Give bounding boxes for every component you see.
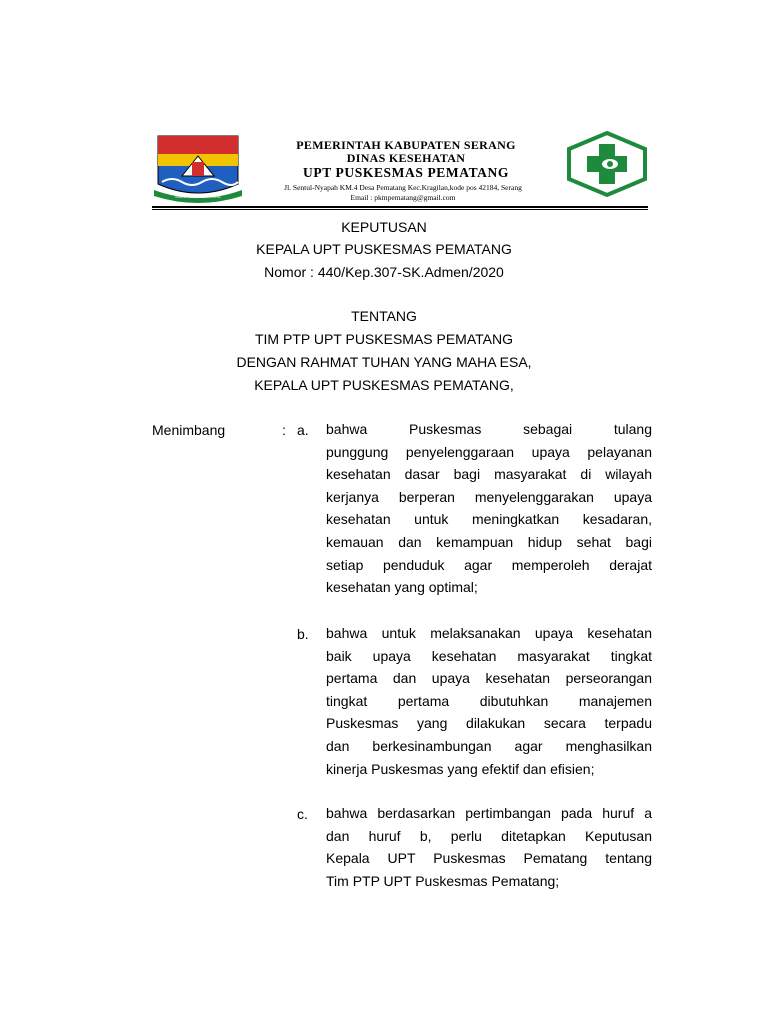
item-letter-b: b. (297, 626, 309, 642)
considering-colon: : (282, 422, 286, 438)
letterhead-address-block (240, 183, 566, 203)
paragraph-line: bahwa Puskesmas sebagai tulang (326, 421, 652, 437)
address-text: Jl. Sentul-Nyapah KM.4 Desa Pematang Kec.Kragilan,kode pos 42184, Serang (284, 183, 522, 192)
about-heading: TENTANG (351, 308, 417, 324)
item-letter-a: a. (297, 422, 309, 438)
institution-name: UPT PUSKESMAS PEMATANG (303, 165, 509, 180)
paragraph-line: Puskesmas yang dilakukan secara terpadu (326, 715, 652, 732)
paragraph-line: Kepala UPT Puskesmas Pematang tentang (326, 850, 652, 867)
authority-line: KEPALA UPT PUSKESMAS PEMATANG, (254, 377, 514, 393)
grace-line: DENGAN RAHMAT TUHAN YANG MAHA ESA, (236, 354, 532, 370)
letterhead-title-block (246, 138, 566, 181)
item-letter-c: c. (297, 806, 308, 822)
paragraph-line: dan berkesinambungan agar menghasilkan (326, 737, 652, 754)
decree-title: KEPUTUSAN (341, 219, 427, 235)
agency-name: DINAS KESEHATAN (346, 151, 466, 165)
paragraph-line: pertama dan upaya kesehatan perseorangan (326, 670, 652, 687)
paragraph-line: setiap penduduk agar memperoleh derajat (326, 556, 652, 573)
paragraph-line: Tim PTP UPT Puskesmas Pematang; (326, 872, 560, 889)
paragraph-line: bahwa untuk melaksanakan upaya kesehatan (326, 625, 652, 641)
paragraph-line: kesehatan yang optimal; (326, 579, 478, 596)
consideration-c (326, 802, 652, 892)
email-text: Email : pkmpematang@gmail.com (350, 193, 456, 202)
paragraph-line: kemauan dan kemampuan hidup sehat bagi (326, 533, 652, 550)
paragraph-line: baik upaya kesehatan masyarakat tingkat (326, 647, 652, 664)
government-name: PEMERINTAH KABUPATEN SERANG (296, 138, 516, 152)
consideration-b (326, 622, 652, 780)
consideration-a (326, 418, 652, 599)
paragraph-line: punggung penyelenggaraan upaya pelayanan (326, 443, 652, 460)
svg-text:MAJU ADIL SEJAHTERA: MAJU ADIL SEJAHTERA (175, 194, 221, 199)
decree-topic: TIM PTP UPT PUSKESMAS PEMATANG (254, 331, 513, 347)
considering-label: Menimbang (152, 422, 226, 438)
paragraph-line: bahwa berdasarkan pertimbangan pada huruf a (326, 805, 652, 821)
decree-issuer: KEPALA UPT PUSKESMAS PEMATANG (256, 241, 512, 257)
paragraph-line: kesehatan untuk meningkatkan kesadaran, (326, 511, 652, 528)
letterhead (152, 128, 648, 212)
serang-regency-seal-icon (152, 132, 244, 204)
puskesmas-logo-icon (566, 130, 648, 198)
letterhead-rule (152, 206, 648, 208)
paragraph-line: kinerja Puskesmas yang efektif dan efisien; (326, 760, 595, 777)
paragraph-line: dan huruf b, perlu ditetapkan Keputusan (326, 827, 652, 844)
letterhead-rule-thin (152, 209, 648, 210)
decree-number: Nomor : 440/Kep.307-SK.Admen/2020 (264, 264, 504, 280)
paragraph-line: kesehatan dasar bagi masyarakat di wilayah (326, 466, 652, 483)
paragraph-line: kerjanya berperan menyelenggarakan upaya (326, 488, 652, 505)
paragraph-line: tingkat pertama dibutuhkan manajemen (326, 692, 652, 709)
